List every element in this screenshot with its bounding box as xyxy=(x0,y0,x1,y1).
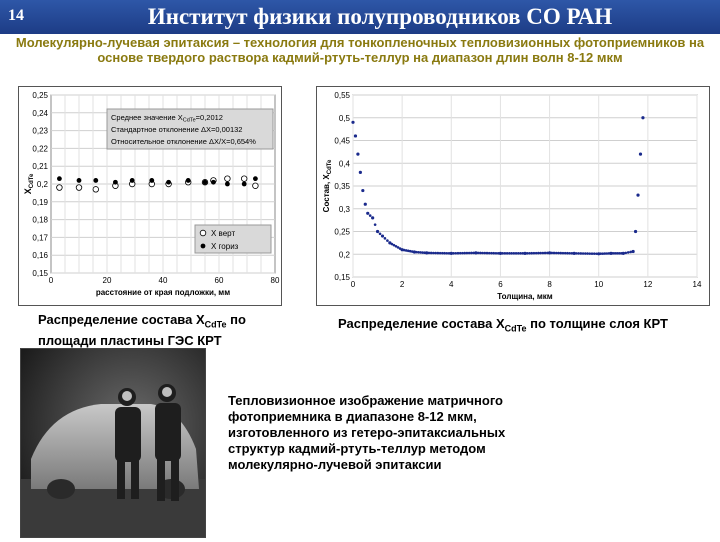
data-point xyxy=(477,252,480,255)
y-tick-label: 0,4 xyxy=(338,159,350,169)
data-point xyxy=(428,252,431,255)
data-point xyxy=(620,252,623,255)
caption-thickness xyxy=(338,316,718,337)
data-point xyxy=(575,252,578,255)
data-point-horiz xyxy=(130,178,135,183)
data-point-horiz xyxy=(166,180,171,185)
subtitle: Молекулярно-лучевая эпитаксия – технология для тонкопленочных тепловизионных фотоприемников на основе твердого раствора кадмий-ртуть-теллур на диапазон длин волн 8-12 мкм xyxy=(15,35,705,65)
data-point xyxy=(468,252,471,255)
x-tick-label: 40 xyxy=(158,276,168,285)
data-point xyxy=(546,252,549,255)
caption-area-main: Распределение состава X xyxy=(38,312,205,327)
legend-marker-horiz xyxy=(201,244,206,249)
chart-area-svg xyxy=(19,87,281,305)
y-tick-label: 0,23 xyxy=(32,126,48,136)
data-point-vert xyxy=(253,183,259,189)
data-point xyxy=(481,252,484,255)
data-point xyxy=(632,250,635,253)
caption-area-rest: по площади пластины ГЭС КРТ xyxy=(38,312,246,348)
data-point xyxy=(361,189,364,192)
x-tick-label: 8 xyxy=(547,280,552,289)
data-point xyxy=(591,252,594,255)
data-point xyxy=(564,252,567,255)
data-point xyxy=(356,153,359,156)
data-point xyxy=(446,252,449,255)
x-tick-label: 0 xyxy=(48,276,54,285)
data-point xyxy=(504,252,507,255)
y-tick-label: 0,22 xyxy=(32,144,48,154)
y-axis-label xyxy=(322,159,333,212)
data-point xyxy=(629,251,632,254)
data-point xyxy=(374,223,377,226)
data-point xyxy=(384,237,387,240)
data-point xyxy=(488,252,491,255)
data-point xyxy=(568,252,571,255)
x-tick-label: 6 xyxy=(498,280,503,289)
y-tick-label: 0,35 xyxy=(334,182,350,191)
data-point-horiz xyxy=(186,178,191,183)
data-point xyxy=(513,252,516,255)
data-point xyxy=(461,252,464,255)
data-point xyxy=(595,252,598,255)
data-point xyxy=(501,252,504,255)
data-point-horiz xyxy=(242,182,247,187)
stats-std: Стандартное отклонение ΔX=0,00132 xyxy=(111,125,243,134)
caption-thickness-sub: CdTe xyxy=(504,323,527,334)
x-tick-label: 14 xyxy=(692,280,702,289)
data-point xyxy=(533,252,536,255)
data-point xyxy=(624,252,627,255)
data-point xyxy=(437,252,440,255)
data-point xyxy=(472,252,475,255)
data-point xyxy=(457,252,460,255)
data-point xyxy=(580,252,583,255)
data-point xyxy=(439,252,442,255)
y-tick-label: 0,15 xyxy=(334,273,350,282)
y-axis-label-sub: CdTe xyxy=(327,159,333,175)
x-axis-label: Толщина, мкм xyxy=(497,292,553,301)
y-tick-label: 0,17 xyxy=(32,233,48,243)
data-point xyxy=(588,252,591,255)
y-axis-label-main: Состав, X xyxy=(322,174,331,213)
data-point xyxy=(430,252,433,255)
data-point xyxy=(562,252,565,255)
data-point xyxy=(434,252,437,255)
x-tick-label: 2 xyxy=(399,280,405,289)
data-point xyxy=(354,134,357,137)
data-point xyxy=(366,212,369,215)
data-point xyxy=(517,252,520,255)
data-point xyxy=(483,252,486,255)
data-point xyxy=(399,247,402,250)
data-point xyxy=(463,252,466,255)
data-point-horiz xyxy=(149,178,154,183)
data-point xyxy=(351,121,354,124)
data-point xyxy=(559,252,562,255)
x-axis-label: расстояние от края подложки, мм xyxy=(95,288,231,297)
y-tick-label: 0,45 xyxy=(334,136,350,146)
data-point xyxy=(459,252,462,255)
stats-mean-prefix: Среднее значение X xyxy=(111,113,183,122)
data-point xyxy=(364,203,367,206)
data-point xyxy=(577,252,580,255)
y-tick-label: 0,25 xyxy=(334,227,350,237)
data-point-vert xyxy=(241,176,247,182)
data-point xyxy=(571,252,574,255)
data-point xyxy=(535,252,538,255)
chart-thickness-svg xyxy=(317,87,709,305)
data-point-vert xyxy=(57,185,63,191)
composition-area-chart xyxy=(18,86,282,306)
data-point xyxy=(526,252,529,255)
data-point-vert xyxy=(76,185,82,191)
stats-mean-sub: CdTe xyxy=(182,117,196,124)
data-point xyxy=(542,252,545,255)
data-point xyxy=(379,232,382,235)
data-point xyxy=(555,252,558,255)
data-point xyxy=(376,230,379,233)
x-tick-label: 80 xyxy=(270,276,280,285)
data-point xyxy=(521,252,524,255)
data-point xyxy=(530,252,533,255)
x-tick-label: 60 xyxy=(214,276,224,285)
data-point xyxy=(466,252,469,255)
data-point xyxy=(537,252,540,255)
data-point xyxy=(423,251,426,254)
data-point xyxy=(551,252,554,255)
data-point xyxy=(528,252,531,255)
data-point xyxy=(470,252,473,255)
x-tick-label: 20 xyxy=(102,276,112,285)
data-point xyxy=(634,230,637,233)
data-point-horiz xyxy=(113,180,118,185)
x-tick-label: 4 xyxy=(449,280,454,289)
y-tick-label: 0,19 xyxy=(32,197,48,207)
y-tick-label: 0,21 xyxy=(32,162,48,172)
data-point xyxy=(544,252,547,255)
x-tick-label: 0 xyxy=(350,280,356,289)
y-tick-label: 0,18 xyxy=(32,215,48,225)
y-tick-label: 0,3 xyxy=(338,204,350,214)
data-point xyxy=(490,252,493,255)
data-point xyxy=(566,252,569,255)
data-point xyxy=(508,252,511,255)
slide-title: Институт физики полупроводников СО РАН xyxy=(147,4,613,29)
composition-thickness-chart xyxy=(316,86,710,306)
data-point xyxy=(448,252,451,255)
data-point xyxy=(584,252,587,255)
data-point xyxy=(636,194,639,197)
data-point xyxy=(492,252,495,255)
data-point xyxy=(495,252,498,255)
data-point-horiz xyxy=(211,180,216,185)
data-point xyxy=(586,252,589,255)
data-point xyxy=(486,252,489,255)
data-point xyxy=(506,252,509,255)
data-point xyxy=(593,252,596,255)
data-point-horiz xyxy=(57,176,62,181)
data-point xyxy=(411,250,414,253)
legend-label-vert: X верт xyxy=(211,229,236,238)
caption-area-sub: CdTe xyxy=(204,319,227,330)
data-point xyxy=(479,252,482,255)
caption-thickness-rest: по толщине слоя КРТ xyxy=(526,316,668,331)
y-tick-label: 0,5 xyxy=(338,113,350,123)
data-point xyxy=(386,239,389,242)
data-point xyxy=(557,252,560,255)
data-point xyxy=(359,171,362,174)
y-axis-label-sub: CdTe xyxy=(29,173,35,189)
thermal-description: Тепловизионное изображение матричного фотоприемника в диапазоне 8-12 мкм, изготовленного из гетеро-эпитаксиальных структур кадмий-ртуть-теллур методом молекулярно-лучевой эпитаксии xyxy=(228,393,506,472)
data-point-vert xyxy=(93,187,99,193)
y-tick-label: 0,16 xyxy=(32,251,48,261)
data-point xyxy=(432,252,435,255)
x-tick-label: 12 xyxy=(643,280,653,289)
data-point xyxy=(443,252,446,255)
thermal-image xyxy=(20,348,206,538)
stats-rel: Относительное отклонение ΔX/X=0,654% xyxy=(111,137,256,146)
data-point xyxy=(369,214,372,217)
y-axis-label-main: X xyxy=(23,188,33,195)
data-point-vert xyxy=(225,176,231,182)
y-tick-label: 0,55 xyxy=(334,91,350,100)
data-point xyxy=(441,252,444,255)
y-axis-label xyxy=(23,173,35,194)
data-point xyxy=(639,153,642,156)
data-point xyxy=(497,252,500,255)
x-tick-label: 10 xyxy=(594,280,604,289)
data-point xyxy=(582,252,585,255)
caption-area xyxy=(38,312,298,349)
data-point xyxy=(515,252,518,255)
data-point xyxy=(510,252,513,255)
stats-mean xyxy=(111,113,223,124)
data-point xyxy=(519,252,522,255)
data-point xyxy=(553,252,556,255)
legend-marker-vert xyxy=(200,230,206,236)
y-tick-label: 0,2 xyxy=(36,180,48,189)
data-point xyxy=(608,252,611,255)
data-point xyxy=(371,216,374,219)
stats-mean-value: =0,2012 xyxy=(195,113,223,122)
data-point-horiz xyxy=(203,180,208,185)
data-point xyxy=(454,252,457,255)
data-point xyxy=(539,252,542,255)
data-point-horiz xyxy=(253,176,258,181)
y-tick-label: 0,15 xyxy=(32,269,48,278)
caption-thickness-main: Распределение состава X xyxy=(338,316,505,331)
data-point xyxy=(452,252,455,255)
data-point xyxy=(381,234,384,237)
y-tick-label: 0,2 xyxy=(338,250,350,260)
data-point xyxy=(641,116,644,119)
data-point-horiz xyxy=(225,182,230,187)
y-tick-label: 0,25 xyxy=(32,91,48,100)
slide-number: 14 xyxy=(8,7,24,24)
data-point xyxy=(627,251,630,254)
legend-label-horiz: X гориз xyxy=(211,242,239,251)
data-point-horiz xyxy=(77,178,82,183)
y-tick-label: 0,24 xyxy=(32,108,48,118)
data-point-horiz xyxy=(93,178,98,183)
